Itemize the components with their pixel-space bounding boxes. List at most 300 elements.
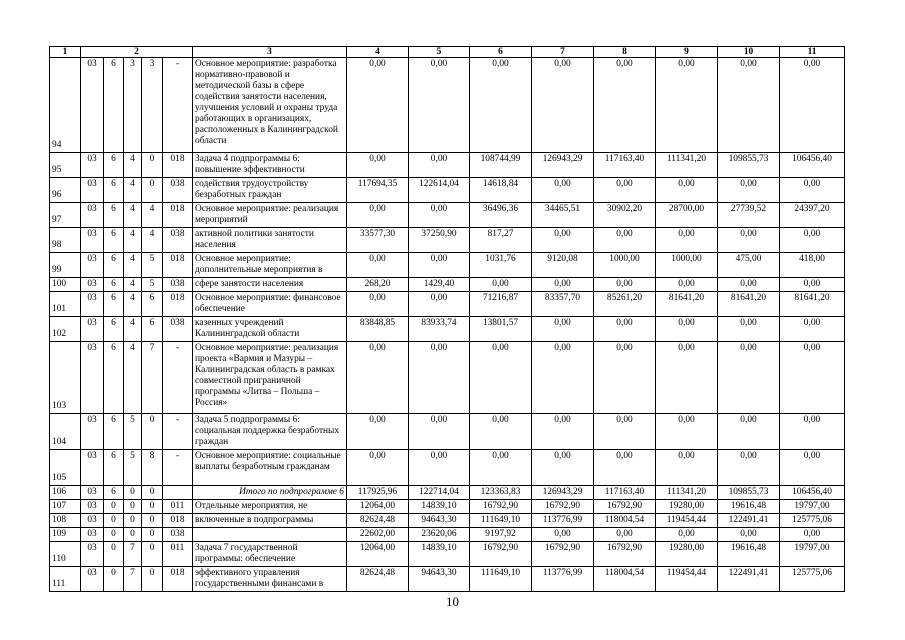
code-cell: 011	[163, 500, 193, 514]
value-cell: 0,00	[532, 414, 594, 450]
value-cell: 0,00	[780, 178, 845, 203]
row-number: 95	[50, 153, 81, 178]
code-cell	[163, 486, 193, 500]
row-number: 103	[50, 342, 81, 414]
value-cell: 14618,84	[470, 178, 532, 203]
code-cell: 6	[142, 292, 163, 317]
row-number: 94	[50, 58, 81, 153]
value-cell: 22602,00	[347, 528, 409, 542]
code-cell: 03	[81, 514, 104, 528]
row-number: 101	[50, 292, 81, 317]
code-cell: 3	[142, 58, 163, 153]
code-cell: 03	[81, 58, 104, 153]
value-cell: 111341,20	[656, 153, 718, 178]
code-cell: 4	[124, 228, 142, 253]
code-cell: 03	[81, 203, 104, 228]
code-cell: 0	[104, 542, 124, 567]
value-cell: 83848,85	[347, 317, 409, 342]
value-cell: 0,00	[656, 414, 718, 450]
value-cell: 117925,96	[347, 486, 409, 500]
code-cell: 3	[124, 58, 142, 153]
code-cell: 8	[142, 450, 163, 486]
value-cell: 0,00	[718, 278, 780, 292]
description-cell: Основное мероприятие: реализация мероприятий	[193, 203, 347, 228]
table-row	[50, 178, 845, 203]
value-cell: 0,00	[780, 528, 845, 542]
code-cell: 0	[142, 178, 163, 203]
code-cell: 7	[124, 567, 142, 592]
value-cell: 0,00	[656, 58, 718, 153]
value-cell: 0,00	[780, 278, 845, 292]
value-cell: 0,00	[594, 342, 656, 414]
description-cell: Основное мероприятие: дополнительные мероприятия в	[193, 253, 347, 278]
header-cell-8: 8	[594, 47, 656, 58]
code-cell: 5	[124, 414, 142, 450]
value-cell: 13801,57	[470, 317, 532, 342]
code-cell: 018	[163, 153, 193, 178]
table-row	[50, 153, 845, 178]
value-cell: 0,00	[594, 528, 656, 542]
value-cell: 113776,99	[532, 567, 594, 592]
value-cell: 19797,00	[780, 500, 845, 514]
value-cell: 0,00	[347, 203, 409, 228]
value-cell: 111649,10	[470, 567, 532, 592]
value-cell: 34465,51	[532, 203, 594, 228]
table-row	[50, 253, 845, 278]
value-cell: 117163,40	[594, 153, 656, 178]
value-cell: 122714,04	[409, 486, 470, 500]
value-cell: 0,00	[656, 228, 718, 253]
value-cell: 0,00	[409, 58, 470, 153]
table-row	[50, 292, 845, 317]
code-cell: 03	[81, 292, 104, 317]
code-cell: 6	[104, 317, 124, 342]
value-cell: 126943,29	[532, 486, 594, 500]
header-row	[50, 47, 845, 58]
value-cell: 418,00	[780, 253, 845, 278]
value-cell: 27739,52	[718, 203, 780, 228]
code-cell: -	[163, 414, 193, 450]
row-number: 110	[50, 542, 81, 567]
value-cell: 268,20	[347, 278, 409, 292]
value-cell: 117694,35	[347, 178, 409, 203]
code-cell: 4	[124, 253, 142, 278]
row-number: 97	[50, 203, 81, 228]
description-cell: содействия трудоустройству безработных граждан	[193, 178, 347, 203]
value-cell: 111649,10	[470, 514, 532, 528]
code-cell: 03	[81, 567, 104, 592]
value-cell: 0,00	[780, 228, 845, 253]
value-cell: 9197,92	[470, 528, 532, 542]
row-number: 107	[50, 500, 81, 514]
code-cell: 038	[163, 178, 193, 203]
code-cell: 0	[142, 500, 163, 514]
header-cell-2: 2	[81, 47, 193, 58]
value-cell: 94643,30	[409, 514, 470, 528]
code-cell: 018	[163, 292, 193, 317]
value-cell: 0,00	[470, 342, 532, 414]
value-cell: 16792,90	[594, 542, 656, 567]
value-cell: 0,00	[718, 228, 780, 253]
value-cell: 0,00	[656, 178, 718, 203]
value-cell: 0,00	[656, 342, 718, 414]
value-cell: 817,27	[470, 228, 532, 253]
code-cell: 6	[104, 253, 124, 278]
code-cell: 4	[124, 292, 142, 317]
code-cell: 6	[104, 58, 124, 153]
value-cell: 0,00	[718, 178, 780, 203]
table-row	[50, 414, 845, 450]
value-cell: 16792,90	[532, 500, 594, 514]
value-cell: 36496,36	[470, 203, 532, 228]
value-cell: 23620,06	[409, 528, 470, 542]
header-cell-4: 4	[347, 47, 409, 58]
value-cell: 0,00	[718, 342, 780, 414]
code-cell: 0	[104, 500, 124, 514]
value-cell: 109855,73	[718, 153, 780, 178]
value-cell: 19280,00	[656, 500, 718, 514]
code-cell: 6	[104, 203, 124, 228]
code-cell: 0	[142, 567, 163, 592]
description-cell: Задача 5 подпрограммы 6: социальная поддержка безработных граждан	[193, 414, 347, 450]
code-cell: 6	[104, 486, 124, 500]
value-cell: 109855,73	[718, 486, 780, 500]
code-cell: 6	[104, 153, 124, 178]
value-cell: 0,00	[718, 317, 780, 342]
value-cell: 28700,00	[656, 203, 718, 228]
value-cell: 106456,40	[780, 153, 845, 178]
code-cell: 5	[142, 253, 163, 278]
table-row	[50, 542, 845, 567]
value-cell: 30902,20	[594, 203, 656, 228]
value-cell: 37250,90	[409, 228, 470, 253]
code-cell: 03	[81, 528, 104, 542]
value-cell: 71216,87	[470, 292, 532, 317]
value-cell: 0,00	[594, 317, 656, 342]
value-cell: 0,00	[780, 414, 845, 450]
value-cell: 0,00	[594, 178, 656, 203]
row-number: 102	[50, 317, 81, 342]
code-cell: 03	[81, 542, 104, 567]
code-cell: 6	[104, 342, 124, 414]
code-cell: 0	[142, 514, 163, 528]
value-cell: 0,00	[594, 278, 656, 292]
code-cell: 03	[81, 228, 104, 253]
value-cell: 0,00	[532, 278, 594, 292]
code-cell: 03	[81, 317, 104, 342]
code-cell: 4	[124, 317, 142, 342]
code-cell: 03	[81, 486, 104, 500]
value-cell: 0,00	[532, 58, 594, 153]
table-row	[50, 528, 845, 542]
code-cell: 0	[124, 486, 142, 500]
header-cell-1: 1	[50, 47, 81, 58]
value-cell: 0,00	[409, 450, 470, 486]
row-number: 96	[50, 178, 81, 203]
value-cell: 122491,41	[718, 567, 780, 592]
value-cell: 94643,30	[409, 567, 470, 592]
row-number: 104	[50, 414, 81, 450]
description-cell: Основное мероприятие: финансовое обеспечение	[193, 292, 347, 317]
code-cell: 5	[142, 278, 163, 292]
code-cell: 03	[81, 278, 104, 292]
row-number: 109	[50, 528, 81, 542]
code-cell: 03	[81, 178, 104, 203]
description-cell: Отдельные мероприятия, не	[193, 500, 347, 514]
value-cell: 106456,40	[780, 486, 845, 500]
value-cell: 16792,90	[470, 500, 532, 514]
value-cell: 0,00	[718, 528, 780, 542]
code-cell: 03	[81, 450, 104, 486]
description-cell: активной политики занятости населения	[193, 228, 347, 253]
code-cell: 6	[104, 292, 124, 317]
value-cell: 0,00	[409, 292, 470, 317]
value-cell: 123363,83	[470, 486, 532, 500]
header-cell-5: 5	[409, 47, 470, 58]
value-cell: 0,00	[718, 450, 780, 486]
value-cell: 82624,48	[347, 514, 409, 528]
code-cell: 4	[124, 153, 142, 178]
value-cell: 83357,70	[532, 292, 594, 317]
code-cell: 038	[163, 278, 193, 292]
code-cell: 03	[81, 342, 104, 414]
value-cell: 0,00	[470, 414, 532, 450]
value-cell: 85261,20	[594, 292, 656, 317]
table-row	[50, 317, 845, 342]
value-cell: 0,00	[532, 450, 594, 486]
code-cell: 038	[163, 317, 193, 342]
value-cell: 0,00	[532, 528, 594, 542]
value-cell: 0,00	[656, 450, 718, 486]
value-cell: 113776,99	[532, 514, 594, 528]
code-cell: 4	[142, 228, 163, 253]
value-cell: 12064,00	[347, 500, 409, 514]
value-cell: 0,00	[594, 450, 656, 486]
code-cell: 0	[142, 542, 163, 567]
row-number: 106	[50, 486, 81, 500]
value-cell: 122614,04	[409, 178, 470, 203]
value-cell: 1429,40	[409, 278, 470, 292]
description-cell: Задача 4 подпрограммы 6: повышение эффективности	[193, 153, 347, 178]
value-cell: 83933,74	[409, 317, 470, 342]
budget-table	[49, 46, 845, 592]
table-row	[50, 203, 845, 228]
value-cell: 0,00	[780, 450, 845, 486]
value-cell: 16792,90	[470, 542, 532, 567]
value-cell: 117163,40	[594, 486, 656, 500]
row-number: 111	[50, 567, 81, 592]
row-number: 99	[50, 253, 81, 278]
value-cell: 111341,20	[656, 486, 718, 500]
code-cell: 0	[142, 528, 163, 542]
value-cell: 81641,20	[656, 292, 718, 317]
code-cell: 4	[124, 278, 142, 292]
value-cell: 0,00	[470, 278, 532, 292]
row-number: 108	[50, 514, 81, 528]
value-cell: 0,00	[594, 414, 656, 450]
value-cell: 0,00	[532, 228, 594, 253]
code-cell: 6	[104, 228, 124, 253]
description-cell: Итого по подпрограмме 6	[193, 486, 347, 500]
description-cell: Основное мероприятие: разработка нормативно-правовой и методической базы в сфере содействия занятости населения, улучшения условий и охраны труда работающих в организациях, расположенных в Калининградской области	[193, 58, 347, 153]
code-cell: 0	[142, 153, 163, 178]
value-cell: 9120,08	[532, 253, 594, 278]
value-cell: 0,00	[347, 450, 409, 486]
value-cell: 19616,48	[718, 500, 780, 514]
table-row	[50, 278, 845, 292]
code-cell: 0	[124, 514, 142, 528]
value-cell: 0,00	[347, 342, 409, 414]
code-cell: 0	[142, 414, 163, 450]
value-cell: 0,00	[594, 228, 656, 253]
value-cell: 0,00	[532, 178, 594, 203]
value-cell: 0,00	[532, 342, 594, 414]
table-row	[50, 342, 845, 414]
value-cell: 119454,44	[656, 514, 718, 528]
code-cell: 038	[163, 228, 193, 253]
code-cell: 4	[124, 203, 142, 228]
row-number: 105	[50, 450, 81, 486]
description-cell: Задача 7 государственной программы: обеспечение	[193, 542, 347, 567]
description-cell: казенных учреждений Калининградской области	[193, 317, 347, 342]
page-number: 10	[446, 594, 459, 609]
value-cell: 0,00	[780, 342, 845, 414]
code-cell: 0	[104, 528, 124, 542]
code-cell: 7	[142, 342, 163, 414]
code-cell: 0	[104, 567, 124, 592]
value-cell: 0,00	[718, 414, 780, 450]
value-cell: 126943,29	[532, 153, 594, 178]
value-cell: 0,00	[594, 58, 656, 153]
value-cell: 19616,48	[718, 542, 780, 567]
code-cell: 038	[163, 528, 193, 542]
code-cell: 6	[142, 317, 163, 342]
row-number: 98	[50, 228, 81, 253]
code-cell: 03	[81, 153, 104, 178]
value-cell: 0,00	[718, 58, 780, 153]
value-cell: 19797,00	[780, 542, 845, 567]
value-cell: 0,00	[532, 317, 594, 342]
value-cell: 1031,76	[470, 253, 532, 278]
header-cell-10: 10	[718, 47, 780, 58]
header-cell-11: 11	[780, 47, 845, 58]
code-cell: 6	[104, 178, 124, 203]
code-cell: 5	[124, 450, 142, 486]
table-row	[50, 486, 845, 500]
table-body	[50, 47, 845, 592]
value-cell: 118004,54	[594, 514, 656, 528]
code-cell: 018	[163, 567, 193, 592]
code-cell: 018	[163, 253, 193, 278]
value-cell: 118004,54	[594, 567, 656, 592]
value-cell: 33577,30	[347, 228, 409, 253]
code-cell: 0	[142, 486, 163, 500]
description-cell	[193, 528, 347, 542]
value-cell: 0,00	[409, 203, 470, 228]
value-cell: 0,00	[347, 414, 409, 450]
value-cell: 108744,99	[470, 153, 532, 178]
value-cell: 16792,90	[594, 500, 656, 514]
value-cell: 1000,00	[594, 253, 656, 278]
code-cell: 011	[163, 542, 193, 567]
code-cell: -	[163, 342, 193, 414]
header-cell-7: 7	[532, 47, 594, 58]
header-cell-6: 6	[470, 47, 532, 58]
description-cell: сфере занятости населения	[193, 278, 347, 292]
code-cell: 0	[124, 500, 142, 514]
header-cell-3: 3	[193, 47, 347, 58]
header-cell-9: 9	[656, 47, 718, 58]
value-cell: 0,00	[347, 253, 409, 278]
table-row	[50, 228, 845, 253]
row-number: 100	[50, 278, 81, 292]
value-cell: 14839,10	[409, 542, 470, 567]
value-cell: 24397,20	[780, 203, 845, 228]
table-row	[50, 567, 845, 592]
code-cell: 6	[104, 414, 124, 450]
value-cell: 0,00	[470, 450, 532, 486]
value-cell: 14839,10	[409, 500, 470, 514]
value-cell: 0,00	[409, 342, 470, 414]
value-cell: 0,00	[347, 153, 409, 178]
value-cell: 0,00	[470, 58, 532, 153]
table-row	[50, 514, 845, 528]
description-cell: эффективного управления государственными финансами в	[193, 567, 347, 592]
code-cell: 6	[104, 450, 124, 486]
value-cell: 1000,00	[656, 253, 718, 278]
value-cell: 0,00	[780, 317, 845, 342]
value-cell: 12064,00	[347, 542, 409, 567]
code-cell: 4	[124, 342, 142, 414]
value-cell: 81641,20	[718, 292, 780, 317]
code-cell: 4	[142, 203, 163, 228]
value-cell: 0,00	[656, 317, 718, 342]
value-cell: 0,00	[409, 414, 470, 450]
table-row	[50, 450, 845, 486]
description-cell: Основное мероприятие: социальные выплаты безработным гражданам	[193, 450, 347, 486]
value-cell: 119454,44	[656, 567, 718, 592]
value-cell: 125775,06	[780, 567, 845, 592]
value-cell: 16792,90	[532, 542, 594, 567]
value-cell: 19280,00	[656, 542, 718, 567]
value-cell: 0,00	[347, 292, 409, 317]
value-cell: 0,00	[409, 153, 470, 178]
code-cell: 018	[163, 514, 193, 528]
value-cell: 0,00	[409, 253, 470, 278]
code-cell: -	[163, 58, 193, 153]
code-cell: -	[163, 450, 193, 486]
description-cell: включенные в подпрограммы	[193, 514, 347, 528]
code-cell: 4	[124, 178, 142, 203]
value-cell: 0,00	[780, 58, 845, 153]
code-cell: 018	[163, 203, 193, 228]
value-cell: 122491,41	[718, 514, 780, 528]
value-cell: 0,00	[656, 528, 718, 542]
code-cell: 6	[104, 278, 124, 292]
table-row	[50, 58, 845, 153]
code-cell: 03	[81, 253, 104, 278]
code-cell: 03	[81, 500, 104, 514]
value-cell: 0,00	[656, 278, 718, 292]
code-cell: 7	[124, 542, 142, 567]
code-cell: 0	[104, 514, 124, 528]
value-cell: 82624,48	[347, 567, 409, 592]
code-cell: 0	[124, 528, 142, 542]
value-cell: 81641,20	[780, 292, 845, 317]
description-cell: Основное мероприятие: реализация проекта «Вармия и Мазуры – Калининградская область в рамках совместной приграничной программы «Литва – Польша – Россия»	[193, 342, 347, 414]
value-cell: 0,00	[347, 58, 409, 153]
code-cell: 03	[81, 414, 104, 450]
